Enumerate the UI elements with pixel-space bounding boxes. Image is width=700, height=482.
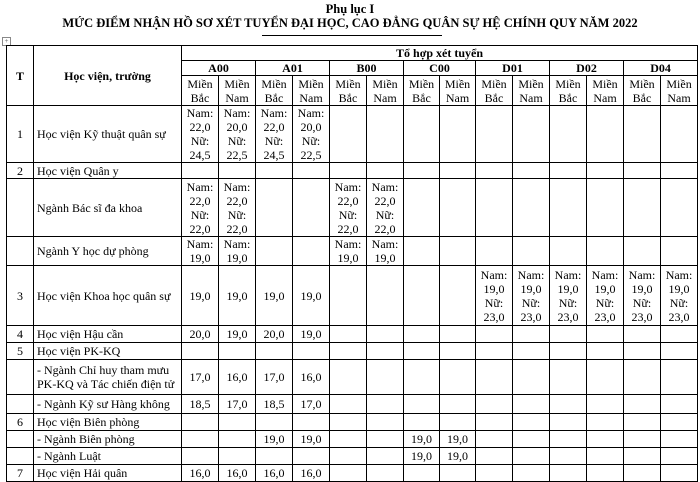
score-cell	[513, 360, 550, 395]
school-name: Học viện Hải quân	[34, 465, 182, 482]
score-cell	[256, 163, 293, 179]
score-cell	[330, 360, 367, 395]
score-cell	[293, 179, 330, 237]
score-cell	[513, 326, 550, 343]
score-cell	[661, 465, 698, 482]
score-cell	[440, 326, 476, 343]
score-cell	[624, 431, 661, 448]
score-cell: 19,0	[182, 266, 219, 326]
score-cell	[587, 326, 624, 343]
score-cell: Nam: 22,0 Nữ: 22,0	[219, 179, 256, 237]
score-cell: 17,0	[293, 395, 330, 414]
score-cell	[293, 163, 330, 179]
score-cell	[404, 360, 440, 395]
score-cell	[550, 237, 587, 266]
score-cell	[367, 266, 404, 326]
score-cell	[440, 237, 476, 266]
school-name: Học viện Quân y	[34, 163, 182, 179]
score-cell	[476, 326, 513, 343]
score-cell: Nam: 19,0 Nữ: 23,0	[513, 266, 550, 326]
title-underline	[262, 35, 442, 36]
school-name: - Ngành Kỹ sư Hàng không	[34, 395, 182, 414]
score-cell	[404, 237, 440, 266]
score-cell: 16,0	[256, 465, 293, 482]
score-cell: Nam: 19,0	[367, 237, 404, 266]
score-cell	[256, 179, 293, 237]
score-cell	[182, 343, 219, 360]
score-cell	[476, 237, 513, 266]
score-cell	[404, 343, 440, 360]
school-name: Học viện Kỹ thuật quân sự	[34, 106, 182, 163]
column-header-combinations: Tổ hợp xét tuyển	[182, 46, 698, 61]
score-cell: 19,0	[293, 326, 330, 343]
appendix-title: Phụ lục I	[325, 2, 375, 16]
column-header-t: T	[7, 46, 34, 106]
score-cell	[219, 431, 256, 448]
score-cell	[661, 414, 698, 431]
region-header-south: Miền Nam	[219, 76, 256, 106]
group-header-d04: D04	[624, 61, 698, 76]
region-header-north: Miền Bắc	[182, 76, 219, 106]
score-cell: 19,0	[440, 448, 476, 465]
group-header-d01: D01	[476, 61, 550, 76]
score-cell: 19,0	[404, 448, 440, 465]
score-cell: Nam: 22,0 Nữ: 24,5	[256, 106, 293, 163]
score-cell: 16,0	[293, 465, 330, 482]
table-row	[7, 266, 698, 326]
row-index: 5	[7, 343, 34, 360]
score-cell	[367, 343, 404, 360]
score-cell	[330, 343, 367, 360]
score-cell: 18,5	[256, 395, 293, 414]
school-name: Học viện Khoa học quân sự	[34, 266, 182, 326]
row-index	[7, 179, 34, 237]
score-cell	[476, 465, 513, 482]
table-row	[7, 163, 698, 179]
score-cell	[624, 360, 661, 395]
score-cell	[293, 414, 330, 431]
column-header-school: Học viện, trường	[34, 46, 182, 106]
score-cell	[330, 266, 367, 326]
row-index	[7, 431, 34, 448]
score-cell	[587, 395, 624, 414]
score-cell: 18,5	[182, 395, 219, 414]
score-cell	[367, 326, 404, 343]
row-index: 7	[7, 465, 34, 482]
score-cell: Nam: 20,0 Nữ: 22,5	[293, 106, 330, 163]
score-cell	[513, 343, 550, 360]
score-cell	[440, 179, 476, 237]
row-index	[7, 395, 34, 414]
score-cell: 19,0	[293, 431, 330, 448]
score-cell	[330, 163, 367, 179]
score-cell	[330, 431, 367, 448]
score-cell	[330, 465, 367, 482]
score-cell: 16,0	[293, 360, 330, 395]
school-name: - Ngành Biên phòng	[34, 431, 182, 448]
score-cell: Nam: 19,0	[182, 237, 219, 266]
row-index: 3	[7, 266, 34, 326]
score-cell	[219, 414, 256, 431]
score-cell: 19,0	[256, 431, 293, 448]
score-cell	[367, 465, 404, 482]
score-cell: Nam: 20,0 Nữ: 22,5	[219, 106, 256, 163]
row-index: 2	[7, 163, 34, 179]
region-header-north: Miền Bắc	[624, 76, 661, 106]
table-row	[7, 431, 698, 448]
score-cell: 19,0	[440, 431, 476, 448]
score-cell	[661, 431, 698, 448]
group-header-d02: D02	[550, 61, 624, 76]
score-cell	[476, 179, 513, 237]
score-cell	[476, 360, 513, 395]
score-cell	[330, 326, 367, 343]
score-cell: 17,0	[219, 395, 256, 414]
score-cell	[513, 414, 550, 431]
row-index: 1	[7, 106, 34, 163]
score-cell: Nam: 19,0 Nữ: 23,0	[476, 266, 513, 326]
score-cell	[182, 431, 219, 448]
score-cell: 16,0	[219, 465, 256, 482]
score-cell	[513, 465, 550, 482]
region-header-north: Miền Bắc	[550, 76, 587, 106]
score-cell	[587, 343, 624, 360]
score-cell	[367, 414, 404, 431]
score-cell	[587, 163, 624, 179]
score-cell	[624, 395, 661, 414]
score-cell	[293, 237, 330, 266]
score-cell	[513, 106, 550, 163]
score-cell	[404, 465, 440, 482]
score-cell	[404, 326, 440, 343]
score-cell	[550, 106, 587, 163]
school-name: Học viện Biên phòng	[34, 414, 182, 431]
school-name: Ngành Bác sĩ đa khoa	[34, 179, 182, 237]
score-cell	[550, 465, 587, 482]
score-cell	[440, 395, 476, 414]
score-cell: 16,0	[182, 465, 219, 482]
score-cell	[624, 326, 661, 343]
document-heading: MỨC ĐIỂM NHẬN HỒ SƠ XÉT TUYỂN ĐẠI HỌC, CAO ĐẲNG QUÂN SỰ HỆ CHÍNH QUY NĂM 2022	[62, 16, 638, 30]
table-row	[7, 237, 698, 266]
score-cell	[330, 106, 367, 163]
group-header-c00: C00	[404, 61, 476, 76]
admission-score-table	[6, 45, 698, 482]
region-header-south: Miền Nam	[293, 76, 330, 106]
score-cell	[661, 360, 698, 395]
table-row	[7, 465, 698, 482]
score-cell	[367, 431, 404, 448]
row-index	[7, 237, 34, 266]
score-cell: Nam: 19,0 Nữ: 23,0	[550, 266, 587, 326]
score-cell	[624, 465, 661, 482]
score-cell	[587, 431, 624, 448]
score-cell	[550, 343, 587, 360]
score-cell	[661, 343, 698, 360]
region-header-south: Miền Nam	[587, 76, 624, 106]
region-header-south: Miền Nam	[513, 76, 550, 106]
score-cell	[367, 106, 404, 163]
score-cell	[587, 360, 624, 395]
group-header-a00: A00	[182, 61, 256, 76]
score-cell	[256, 343, 293, 360]
score-cell	[367, 395, 404, 414]
score-cell	[440, 106, 476, 163]
table-row	[7, 179, 698, 237]
score-cell	[513, 237, 550, 266]
region-header-north: Miền Bắc	[330, 76, 367, 106]
score-cell	[476, 395, 513, 414]
table-row	[7, 360, 698, 395]
score-cell	[661, 179, 698, 237]
school-name: - Ngành Chỉ huy tham mưu PK-KQ và Tác chiến điện tử	[34, 360, 182, 395]
score-cell	[513, 395, 550, 414]
table-row	[7, 395, 698, 414]
score-cell	[404, 163, 440, 179]
score-cell	[587, 106, 624, 163]
score-cell	[256, 237, 293, 266]
score-cell	[404, 395, 440, 414]
score-cell: 17,0	[182, 360, 219, 395]
score-cell	[550, 414, 587, 431]
score-cell	[476, 431, 513, 448]
score-cell	[404, 106, 440, 163]
score-cell: Nam: 22,0 Nữ: 22,0	[330, 179, 367, 237]
score-cell	[440, 343, 476, 360]
score-cell	[624, 237, 661, 266]
score-cell	[624, 179, 661, 237]
score-cell	[440, 465, 476, 482]
score-cell	[404, 179, 440, 237]
score-cell	[256, 414, 293, 431]
score-cell: 20,0	[182, 326, 219, 343]
score-cell: 16,0	[219, 360, 256, 395]
score-cell	[550, 163, 587, 179]
score-cell: 19,0	[293, 266, 330, 326]
score-cell	[661, 326, 698, 343]
school-name: Ngành Y học dự phòng	[34, 237, 182, 266]
score-cell	[293, 343, 330, 360]
school-name: Học viện PK-KQ	[34, 343, 182, 360]
score-cell	[182, 163, 219, 179]
score-cell	[330, 414, 367, 431]
score-cell	[404, 414, 440, 431]
score-cell	[587, 237, 624, 266]
score-cell: Nam: 19,0	[219, 237, 256, 266]
score-cell	[330, 395, 367, 414]
score-cell: Nam: 19,0	[330, 237, 367, 266]
score-cell	[624, 414, 661, 431]
score-cell	[367, 360, 404, 395]
table-row	[7, 326, 698, 343]
score-cell	[513, 431, 550, 448]
score-cell: 19,0	[219, 266, 256, 326]
school-name: Học viện Hậu cần	[34, 326, 182, 343]
score-cell	[367, 163, 404, 179]
score-cell	[440, 163, 476, 179]
score-cell	[219, 343, 256, 360]
table-row	[7, 106, 698, 163]
score-cell	[587, 179, 624, 237]
score-cell	[550, 395, 587, 414]
score-cell	[476, 163, 513, 179]
score-cell: 20,0	[256, 326, 293, 343]
score-cell	[440, 266, 476, 326]
score-cell	[661, 163, 698, 179]
score-cell	[587, 414, 624, 431]
score-cell	[476, 414, 513, 431]
score-cell	[476, 106, 513, 163]
score-cell	[661, 237, 698, 266]
score-cell: Nam: 22,0 Nữ: 22,0	[182, 179, 219, 237]
table-row	[7, 414, 698, 431]
score-cell: Nam: 22,0 Nữ: 24,5	[182, 106, 219, 163]
score-cell	[550, 179, 587, 237]
score-cell: Nam: 19,0 Nữ: 23,0	[587, 266, 624, 326]
group-header-b00: B00	[330, 61, 404, 76]
score-cell: Nam: 22,0 Nữ: 22,0	[367, 179, 404, 237]
region-header-south: Miền Nam	[367, 76, 404, 106]
region-header-south: Miền Nam	[661, 76, 698, 106]
score-cell	[550, 326, 587, 343]
region-header-north: Miền Bắc	[404, 76, 440, 106]
score-cell	[182, 414, 219, 431]
score-cell	[513, 163, 550, 179]
table-row	[7, 343, 698, 360]
score-cell	[476, 343, 513, 360]
region-header-north: Miền Bắc	[476, 76, 513, 106]
row-index: 6	[7, 414, 34, 431]
score-cell: 19,0	[404, 431, 440, 448]
score-cell: Nam: 19,0 Nữ: 23,0	[624, 266, 661, 326]
score-cell	[550, 360, 587, 395]
score-cell	[440, 360, 476, 395]
score-cell: 19,0	[256, 266, 293, 326]
score-cell	[587, 465, 624, 482]
score-cell	[624, 106, 661, 163]
score-cell	[550, 431, 587, 448]
school-name: - Ngành Luật	[34, 448, 182, 465]
score-cell: 17,0	[256, 360, 293, 395]
row-index	[7, 360, 34, 395]
region-header-north: Miền Bắc	[256, 76, 293, 106]
score-cell: Nam: 19,0 Nữ: 23,0	[661, 266, 698, 326]
score-cell	[661, 395, 698, 414]
row-index: 4	[7, 326, 34, 343]
score-cell	[440, 414, 476, 431]
score-cell	[404, 266, 440, 326]
score-cell	[219, 163, 256, 179]
region-header-south: Miền Nam	[440, 76, 476, 106]
score-cell	[513, 179, 550, 237]
group-header-a01: A01	[256, 61, 330, 76]
score-cell: 19,0	[219, 326, 256, 343]
score-cell	[624, 343, 661, 360]
table-move-handle-icon[interactable]: +	[2, 37, 11, 46]
score-cell	[661, 106, 698, 163]
score-cell	[624, 163, 661, 179]
